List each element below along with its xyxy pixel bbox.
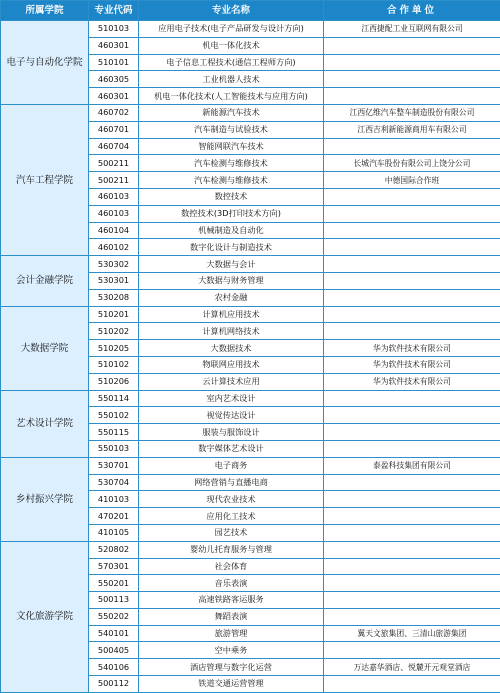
major-name-cell: 网络营销与直播电商 [139,474,324,491]
header-college: 所属学院 [1,1,89,21]
partner-cell: 泰盈科技集团有限公司 [324,457,500,474]
college-name-cell: 汽车工程学院 [1,104,89,255]
partner-cell [324,222,500,239]
major-code-cell: 530701 [89,457,139,474]
major-code-cell: 500405 [89,642,139,659]
major-code-cell: 460102 [89,239,139,256]
major-name-cell: 物联网应用技术 [139,356,324,373]
partner-cell: 江西吉利新能源商用车有限公司 [324,121,500,138]
partner-cell [324,592,500,609]
partner-cell [324,390,500,407]
partner-cell: 中德国际合作班 [324,172,500,189]
major-code-cell: 460103 [89,205,139,222]
major-name-cell: 农村金融 [139,289,324,306]
partner-cell [324,88,500,105]
table-header-row [1,1,500,21]
partner-cell: 翼天文旅集团、三清山旅游集团 [324,625,500,642]
major-name-cell: 计算机网络技术 [139,323,324,340]
major-name-cell: 新能源汽车技术 [139,104,324,121]
major-code-cell: 460104 [89,222,139,239]
partner-cell [324,138,500,155]
table-row [1,104,500,121]
major-name-cell: 现代农业技术 [139,491,324,508]
major-code-cell: 510201 [89,306,139,323]
major-name-cell: 汽车检测与维修技术 [139,172,324,189]
major-code-cell: 530208 [89,289,139,306]
partner-cell [324,256,500,273]
partner-cell: 万达嘉华酒店、悦麓开元观堂酒店 [324,659,500,676]
major-code-cell: 550115 [89,424,139,441]
major-name-cell: 社会体育 [139,558,324,575]
major-name-cell: 数字化设计与制造技术 [139,239,324,256]
major-name-cell: 音乐表演 [139,575,324,592]
major-name-cell: 电子商务 [139,457,324,474]
major-name-cell: 汽车检测与维修技术 [139,155,324,172]
major-code-cell: 500211 [89,172,139,189]
major-code-cell: 530302 [89,256,139,273]
major-name-cell: 酒店管理与数字化运营 [139,659,324,676]
major-code-cell: 510101 [89,54,139,71]
major-code-cell: 460103 [89,188,139,205]
partner-cell [324,608,500,625]
partner-cell: 江西亿维汽车整车制造股份有限公司 [324,104,500,121]
partner-cell [324,37,500,54]
partner-cell [324,440,500,457]
partner-cell [324,239,500,256]
college-name-cell: 会计金融学院 [1,256,89,306]
major-code-cell: 500211 [89,155,139,172]
major-code-cell: 570301 [89,558,139,575]
partner-cell [324,474,500,491]
major-name-cell: 旅游管理 [139,625,324,642]
partner-cell [324,676,500,693]
major-name-cell: 数控技术 [139,188,324,205]
major-name-cell: 汽车制造与试验技术 [139,121,324,138]
major-name-cell: 大数据技术 [139,340,324,357]
college-name-cell: 文化旅游学院 [1,541,89,692]
major-name-cell: 舞蹈表演 [139,608,324,625]
partner-cell [324,71,500,88]
partner-cell [324,289,500,306]
table-row [1,306,500,323]
partner-cell [324,272,500,289]
major-name-cell: 大数据与财务管理 [139,272,324,289]
major-name-cell: 服装与服饰设计 [139,424,324,441]
partner-cell [324,508,500,525]
partner-cell [324,407,500,424]
partner-cell [324,642,500,659]
partner-cell: 华为软件技术有限公司 [324,340,500,357]
partner-cell [324,306,500,323]
major-name-cell: 大数据与会计 [139,256,324,273]
partner-cell [324,188,500,205]
partner-cell [324,541,500,558]
major-code-cell: 500113 [89,592,139,609]
major-code-cell: 550102 [89,407,139,424]
college-name-cell: 艺术设计学院 [1,390,89,457]
major-code-cell: 500112 [89,676,139,693]
partner-cell: 长城汽车股份有限公司上饶分公司 [324,155,500,172]
major-code-cell: 550201 [89,575,139,592]
major-name-cell: 婴幼儿托育服务与管理 [139,541,324,558]
partner-cell [324,491,500,508]
major-code-cell: 550103 [89,440,139,457]
partner-cell: 华为软件技术有限公司 [324,373,500,390]
major-name-cell: 园艺技术 [139,524,324,541]
major-code-cell: 410105 [89,524,139,541]
major-name-cell: 云计算技术应用 [139,373,324,390]
partner-cell: 华为软件技术有限公司 [324,356,500,373]
table-body [1,21,500,693]
major-name-cell: 电子信息工程技术(通信工程师方向) [139,54,324,71]
major-code-cell: 520802 [89,541,139,558]
major-name-cell: 应用化工技术 [139,508,324,525]
major-code-cell: 550202 [89,608,139,625]
major-name-cell: 机电一体化技术 [139,37,324,54]
major-code-cell: 460301 [89,37,139,54]
table-row [1,21,500,38]
table-row [1,541,500,558]
partner-cell [324,558,500,575]
major-code-cell: 530301 [89,272,139,289]
table-row [1,256,500,273]
major-code-cell: 510102 [89,356,139,373]
major-code-cell: 540101 [89,625,139,642]
partner-cell [324,205,500,222]
major-code-cell: 460301 [89,88,139,105]
partner-cell [324,424,500,441]
header-partner: 合作单位 [324,1,500,21]
major-name-cell: 数控技术(3D打印技术方向) [139,205,324,222]
major-code-cell: 530704 [89,474,139,491]
major-code-cell: 460704 [89,138,139,155]
major-code-cell: 510202 [89,323,139,340]
major-code-cell: 460702 [89,104,139,121]
partner-cell [324,575,500,592]
major-code-cell: 470201 [89,508,139,525]
major-name-cell: 空中乘务 [139,642,324,659]
partner-cell [324,524,500,541]
major-name-cell: 机电一体化技术(人工智能技术与应用方向) [139,88,324,105]
major-code-cell: 460701 [89,121,139,138]
partner-cell [324,323,500,340]
major-name-cell: 高速铁路客运服务 [139,592,324,609]
major-code-cell: 550114 [89,390,139,407]
major-code-cell: 410103 [89,491,139,508]
major-code-cell: 510205 [89,340,139,357]
major-code-cell: 460305 [89,71,139,88]
major-name-cell: 计算机应用技术 [139,306,324,323]
major-name-cell: 视觉传达设计 [139,407,324,424]
major-name-cell: 机械制造及自动化 [139,222,324,239]
table-row [1,457,500,474]
major-name-cell: 铁道交通运营管理 [139,676,324,693]
major-name-cell: 工业机器人技术 [139,71,324,88]
major-name-cell: 应用电子技术(电子产品研发与设计方向) [139,21,324,38]
major-code-cell: 540106 [89,659,139,676]
college-name-cell: 电子与自动化学院 [1,21,89,105]
college-name-cell: 大数据学院 [1,306,89,390]
partner-cell [324,54,500,71]
table-row [1,390,500,407]
major-name-cell: 数字媒体艺术设计 [139,440,324,457]
major-code-cell: 510103 [89,21,139,38]
partner-cell: 江西捷配工业互联网有限公司 [324,21,500,38]
major-name-cell: 室内艺术设计 [139,390,324,407]
header-major: 专业名称 [139,1,324,21]
major-name-cell: 智能网联汽车技术 [139,138,324,155]
header-code: 专业代码 [89,1,139,21]
college-name-cell: 乡村振兴学院 [1,457,89,541]
major-code-cell: 510206 [89,373,139,390]
